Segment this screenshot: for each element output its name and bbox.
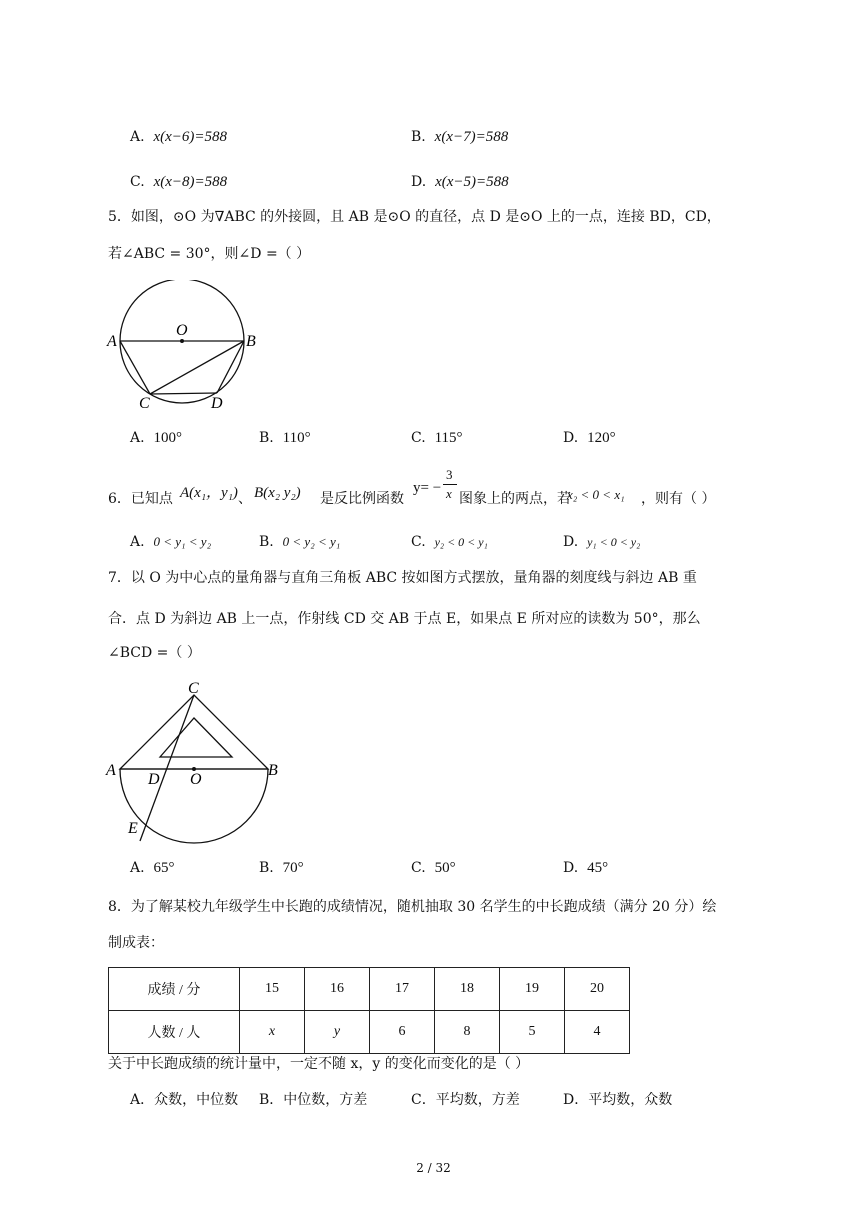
q7-outer-triangle: [120, 695, 268, 769]
q5-stem-line1: 5．如图，⊙O 为∇ABC 的外接圆，且 AB 是⊙O 的直径，点 D 是⊙O 上的一点，连接 BD，CD，: [108, 209, 721, 225]
q6-stem-suffix: 图象上的两点，若: [459, 491, 571, 507]
q6-option-d: D. y₁ < 0 < y₂: [563, 534, 641, 550]
q6-condition: x₂ < 0 < x₁: [567, 487, 625, 502]
page-number: 2 / 32: [416, 1161, 451, 1175]
q8-option-d: D．平均数，众数: [563, 1092, 673, 1108]
table-cell: 19: [500, 968, 565, 1011]
q5-circle-figure: [100, 280, 270, 415]
table-cell: 16: [305, 968, 370, 1011]
q7-ray-cde: [140, 695, 194, 841]
table-header-cell: 人数 / 人: [109, 1011, 240, 1054]
q7-option-d: D. 45°: [563, 860, 609, 876]
q8-option-b: B．中位数，方差: [259, 1092, 368, 1108]
q6-point-a: A(x₁，y₁): [180, 485, 238, 501]
q6-option-b: B. 0 < y₂ < y₁: [259, 534, 341, 550]
q5-option-c: C. 115°: [411, 430, 463, 446]
table-cell: 6: [370, 1011, 435, 1054]
q5-label-b: B: [246, 333, 256, 350]
q7-option-c: C. 50°: [411, 860, 456, 876]
q5-stem-line2: 若∠ABC = 30°，则∠D =（ ）: [108, 246, 311, 262]
q7-option-b: B. 70°: [259, 860, 304, 876]
q8-stem-line1: 8．为了解某校九年级学生中长跑的成绩情况，随机抽取 30 名学生的中长跑成绩（满分 20 分）绘: [108, 899, 717, 915]
q7-stem-line2: 合．点 D 为斜边 AB 上一点，作射线 CD 交 AB 于点 E，如果点 E 所对应的读数为 50°，那么: [108, 611, 701, 627]
q5-label-c: C: [139, 395, 150, 412]
q5-label-a: A: [107, 333, 117, 350]
table-cell: 15: [240, 968, 305, 1011]
q5-chord-ac: [120, 341, 150, 394]
q5-option-a: A. 100°: [130, 430, 182, 446]
q6-stem-end: ，则有（ ）: [641, 491, 716, 507]
table-cell: 8: [435, 1011, 500, 1054]
q7-label-a: A: [106, 762, 116, 779]
table-cell: y: [305, 1011, 370, 1054]
q5-center-point: [180, 339, 184, 343]
q5-option-d: D. 120°: [563, 430, 616, 446]
q7-label-b: B: [268, 762, 278, 779]
q5-label-d: D: [211, 395, 223, 412]
q4-option-d: D. x(x−5)=588: [411, 174, 509, 190]
q7-stem-line3: ∠BCD =（ ）: [108, 645, 201, 661]
q6-func-denominator: x: [446, 486, 452, 501]
q7-protractor-figure: [100, 675, 290, 845]
q6-option-a: A. 0 < y₁ < y₂: [130, 534, 212, 550]
q6-stem-mid: 是反比例函数: [320, 491, 404, 507]
table-cell: 4: [565, 1011, 630, 1054]
table-row: [109, 968, 630, 1011]
q8-option-a: A．众数，中位数: [130, 1092, 239, 1108]
q6-func-numerator: 3: [446, 467, 453, 482]
q7-option-a: A. 65°: [130, 860, 175, 876]
q6-option-c: C. y₂ < 0 < y₁: [411, 534, 488, 550]
q8-stem-line2: 制成表：: [108, 935, 164, 951]
table-row: [109, 1011, 630, 1054]
table-cell: 5: [500, 1011, 565, 1054]
q5-option-b: B. 110°: [259, 430, 311, 446]
q8-score-table: [108, 967, 630, 1054]
q7-stem-line1: 7．以 O 为中心点的量角器与直角三角板 ABC 按如图方式摆放，量角器的刻度线与斜边 AB 重: [108, 570, 697, 586]
table-cell: 17: [370, 968, 435, 1011]
q7-inner-triangle: [160, 718, 232, 757]
q8-question: 关于中长跑成绩的统计量中，一定不随 x，y 的变化而变化的是（ ）: [108, 1056, 530, 1072]
q6-point-b: B(x₂ y₂): [254, 485, 301, 501]
q7-label-e: E: [128, 820, 138, 837]
q8-option-c: C．平均数，方差: [411, 1092, 520, 1108]
q5-chord-cd: [150, 393, 217, 394]
table-cell: 20: [565, 968, 630, 1011]
table-header-cell: 成绩 / 分: [109, 968, 240, 1011]
q4-option-b: B. x(x−7)=588: [411, 129, 509, 145]
q6-separator: 、: [238, 491, 252, 507]
q7-label-d: D: [148, 771, 160, 788]
q4-option-c: C. x(x−8)=588: [130, 174, 228, 190]
table-cell: x: [240, 1011, 305, 1054]
table-cell: 18: [435, 968, 500, 1011]
q6-stem-prefix: 6．已知点: [108, 491, 173, 507]
q4-option-a: A. x(x−6)=588: [130, 129, 228, 145]
q7-label-o: O: [190, 771, 202, 788]
q5-label-o: O: [176, 322, 188, 339]
q7-label-c: C: [188, 680, 199, 697]
q6-func-lhs: y= −: [413, 480, 442, 496]
